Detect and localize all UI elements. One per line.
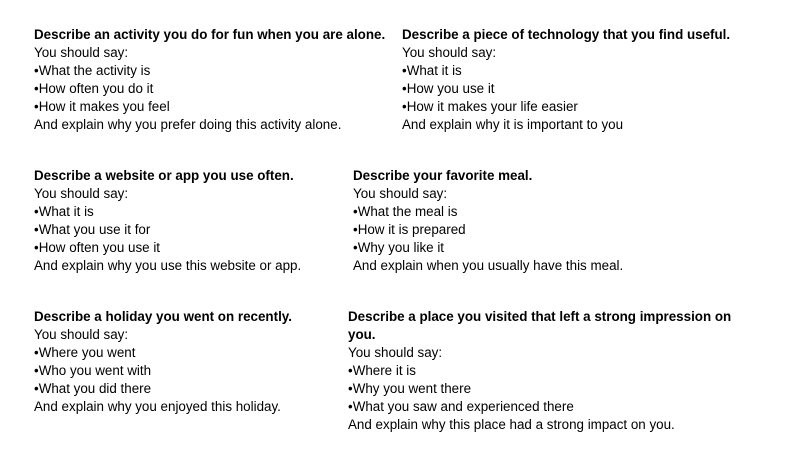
cue-card-point: •Where it is	[348, 363, 416, 378]
cue-card-intro: You should say:	[402, 45, 497, 60]
cue-card-intro: You should say:	[34, 186, 129, 201]
cue-card-point: •What the meal is	[353, 204, 458, 219]
cue-card-closing: And explain when you usually have this meal.	[353, 258, 624, 273]
cue-card-closing: And explain why you use this website or app.	[34, 258, 302, 273]
cue-card-point: •What you did there	[34, 381, 152, 396]
cue-card-point: •How often you do it	[34, 81, 154, 96]
cue-card-point: •How it makes you feel	[34, 99, 170, 114]
cue-card-point: •Where you went	[34, 345, 136, 360]
cue-card-point: •Why you went there	[348, 381, 472, 396]
cue-card-holiday	[34, 308, 292, 416]
cue-card-point: •What it is	[34, 204, 94, 219]
cue-card-closing: And explain why you enjoyed this holiday.	[34, 399, 281, 414]
cue-card-place-impression	[348, 308, 733, 434]
cue-card-point: •How it makes your life easier	[402, 99, 578, 114]
cue-card-closing: And explain why it is important to you	[402, 117, 624, 132]
cue-card-title: Describe a piece of technology that you find useful.	[402, 27, 731, 42]
cue-card-point: •What it is	[402, 63, 462, 78]
cue-card-activity-alone	[34, 26, 385, 134]
cue-card-title: Describe a place you visited that left a strong impression on you.	[348, 309, 732, 342]
cue-card-intro: You should say:	[353, 186, 448, 201]
cue-card-intro: You should say:	[34, 45, 129, 60]
cue-card-closing: And explain why this place had a strong impact on you.	[348, 417, 675, 432]
cue-card-title: Describe an activity you do for fun when you are alone.	[34, 27, 386, 42]
cue-card-closing: And explain why you prefer doing this activity alone.	[34, 117, 342, 132]
cue-card-intro: You should say:	[34, 327, 129, 342]
cue-card-point: •Why you like it	[353, 240, 445, 255]
cue-card-favorite-meal	[353, 167, 623, 275]
cue-card-website-app	[34, 167, 301, 275]
cue-card-point: •What you use it for	[34, 222, 151, 237]
cue-card-point: •What you saw and experienced there	[348, 399, 574, 414]
cue-card-technology	[402, 26, 730, 134]
cue-card-point: •What the activity is	[34, 63, 151, 78]
cue-card-point: •How you use it	[402, 81, 495, 96]
cue-card-point: •How often you use it	[34, 240, 161, 255]
cue-card-intro: You should say:	[348, 345, 443, 360]
cue-card-title: Describe a website or app you use often.	[34, 168, 294, 183]
cue-card-point: •How it is prepared	[353, 222, 466, 237]
cue-card-title: Describe a holiday you went on recently.	[34, 309, 292, 324]
cue-card-title: Describe your favorite meal.	[353, 168, 533, 183]
cue-card-point: •Who you went with	[34, 363, 152, 378]
